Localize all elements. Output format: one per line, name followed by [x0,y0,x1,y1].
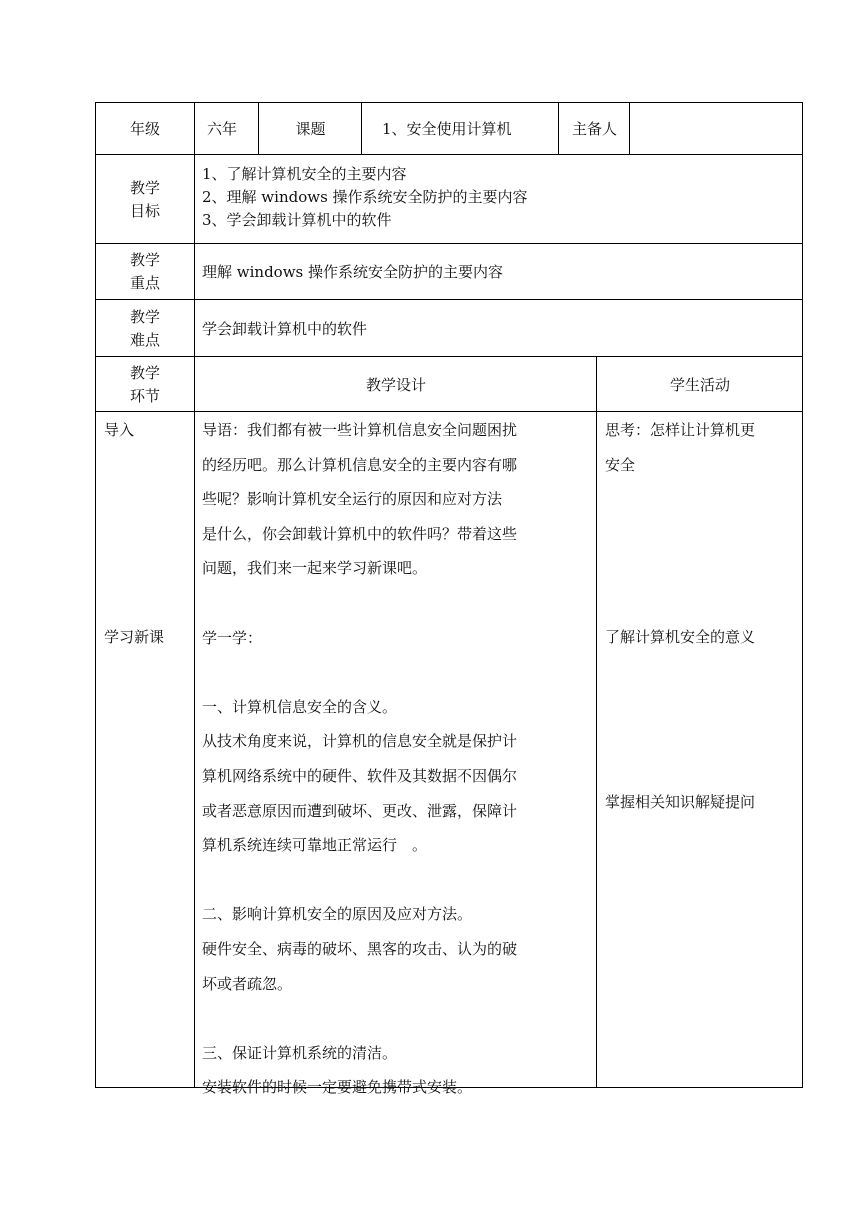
topic-value: 1、安全使用计算机 [382,119,512,138]
stage-intro: 导入 [104,421,135,439]
design-line: 问题，我们来一起来学习新课吧。 [202,559,428,578]
key-points-label-line2: 重点 [129,274,160,292]
grade-label: 年级 [129,119,160,138]
activity-think-line2: 安全 [605,455,636,474]
design-column-header: 教学设计 [365,375,426,394]
stage-header-line2: 环节 [129,386,160,405]
difficulties-label-line1: 教学 [129,307,160,326]
key-points-label [95,244,195,300]
key-points-label-line1: 教学 [129,251,160,269]
activity-understand: 了解计算机安全的意义 [605,628,756,646]
blank-line [202,655,592,690]
topic-label: 课题 [295,119,326,138]
design-line: 学一学： [202,628,263,647]
stage-header-line1: 教学 [129,363,160,382]
design-line: 算机系统连续可靠地正常运行 。 [202,836,428,855]
design-line: 算机网络系统中的硬件、软件及其数据不因偶尔 [202,766,518,785]
objective-item: 2、理解 windows 操作系统安全防护的主要内容 [202,188,528,206]
key-points-text: 理解 windows 操作系统安全防护的主要内容 [202,263,504,281]
objectives-list [202,163,797,232]
objective-item: 3、学会卸载计算机中的软件 [202,211,392,229]
design-line: 安装软件的时候一定要避免携带式安装。 [202,1078,473,1097]
table-border-right [802,102,803,1088]
difficulties-text: 学会卸载计算机中的软件 [202,319,368,338]
lesson-plan-table [95,102,803,1097]
activity-think-line1: 思考：怎样让计算机更 [605,421,756,439]
difficulties-label-line2: 难点 [129,330,160,349]
design-line: 从技术角度来说，计算机的信息安全就是保护计 [202,732,518,751]
design-line: 坏或者疏忽。 [202,974,293,993]
stage-column-header [95,357,195,412]
objectives-label-line1: 教学 [129,178,160,197]
preparer-label: 主备人 [571,119,617,138]
objectives-label [95,155,195,244]
design-line: 二、影响计算机安全的原因及应对方法。 [202,905,473,924]
blank-line [202,1001,592,1036]
activity-master: 掌握相关知识解疑提问 [605,793,756,811]
design-line: 些呢？影响计算机安全运行的原因和应对方法 [202,490,503,509]
activity-column-header: 学生活动 [669,375,730,394]
objective-item: 1、了解计算机安全的主要内容 [202,165,407,183]
design-line: 的经历吧。那么计算机信息安全的主要内容有哪 [202,455,518,474]
preparer-value [640,102,800,155]
design-line: 导语：我们都有被一些计算机信息安全问题困扰 [202,421,518,439]
design-line: 或者恶意原因而遭到破坏、更改、泄露，保障计 [202,801,518,820]
design-line: 一、计算机信息安全的含义。 [202,697,398,716]
column-divider [596,356,597,1088]
design-line: 是什么，你会卸载计算机中的软件吗？带着这些 [202,524,518,543]
difficulties-label [95,300,195,357]
objectives-label-line2: 目标 [129,201,160,220]
blank-line [202,586,592,621]
stage-new-lesson: 学习新课 [104,628,165,646]
grade-value: 六年 [207,119,238,138]
design-line: 硬件安全、病毒的破坏、黑客的攻击、认为的破 [202,939,518,958]
blank-line [202,863,592,898]
design-content [202,413,592,1105]
activity-think [605,413,800,482]
design-line: 三、保证计算机系统的清洁。 [202,1043,398,1062]
